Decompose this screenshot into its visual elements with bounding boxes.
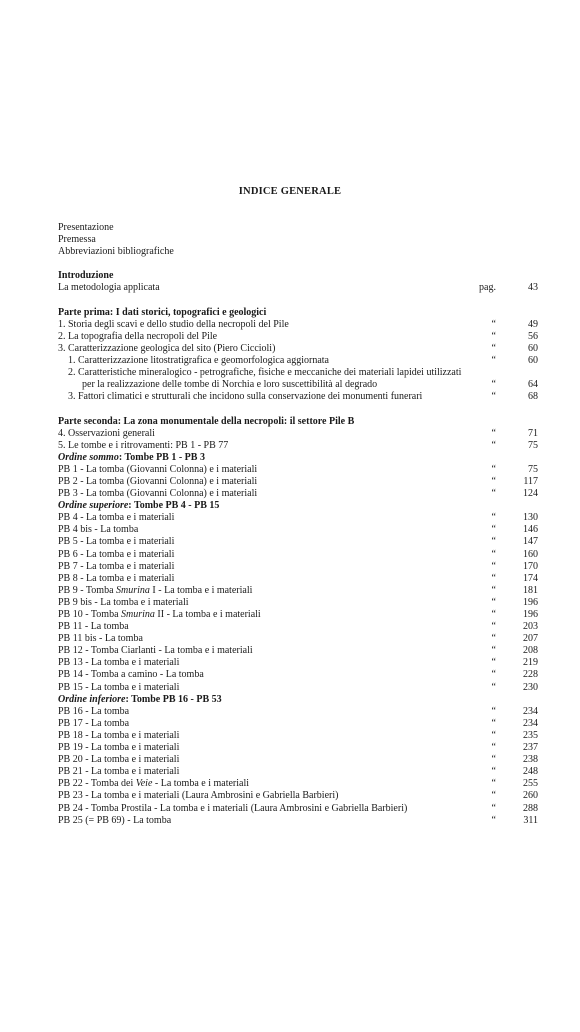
page-number: 207: [523, 633, 538, 645]
page-number: 235: [523, 729, 538, 741]
toc-entry: [58, 319, 540, 331]
entry-label-pre: PB 22 - Tomba dei: [58, 778, 136, 790]
ditto-mark: “: [491, 705, 496, 717]
toc-entry: [58, 645, 540, 657]
ordine-heading: [58, 500, 540, 512]
ditto-mark: “: [491, 778, 496, 790]
toc-entry: [58, 633, 540, 645]
ditto-mark: “: [491, 548, 496, 560]
page-number: 75: [528, 439, 538, 451]
page-number: 255: [523, 778, 538, 790]
entry-label: PB 12 - Tomba Ciarlanti - La tomba e i materiali: [58, 645, 253, 657]
toc-entry: [58, 682, 540, 694]
entry-label: PB 16 - La tomba: [58, 705, 130, 717]
page-number: 174: [523, 572, 538, 584]
entry-label: PB 6 - La tomba e i materiali: [58, 548, 175, 560]
entry-label: PB 11 - La tomba: [58, 621, 129, 633]
entry-label-italic: Smurina: [121, 609, 155, 620]
entry-label: PB 17 - La tomba: [58, 717, 130, 729]
entry-label: 5. Le tombe e i ritrovamenti: PB 1 - PB 77: [58, 439, 229, 451]
ditto-mark: “: [491, 596, 496, 608]
ditto-mark: “: [491, 439, 496, 451]
toc-entry: [58, 621, 540, 633]
page-number: 64: [528, 379, 538, 391]
page-number: 130: [523, 512, 538, 524]
toc-entry: [58, 730, 540, 742]
section-heading: Introduzione: [58, 270, 114, 282]
entry-label: PB 9 bis - La tomba e i materiali: [58, 596, 189, 608]
ditto-mark: “: [491, 766, 496, 778]
entry-label: Presentazione: [58, 222, 114, 233]
page-number: 170: [523, 560, 538, 572]
page-number: 117: [523, 475, 538, 487]
page-number: 181: [523, 584, 538, 596]
ditto-mark: “: [491, 584, 496, 596]
entry-label: PB 3 - La tomba (Giovanni Colonna) e i materiali: [58, 488, 258, 500]
toc-entry: [58, 222, 540, 234]
section-gap: [58, 258, 540, 270]
page-number: 219: [523, 657, 538, 669]
toc-entry: [58, 597, 540, 609]
entry-label: 4. Osservazioni generali: [58, 427, 155, 439]
entry-label: 3. Caratterizzazione geologica del sito (Piero Ciccioli): [58, 342, 276, 354]
ditto-mark: “: [491, 572, 496, 584]
entry-label: PB 15 - La tomba e i materiali: [58, 681, 180, 693]
entry-label-pre: PB 10 - Tomba: [58, 609, 122, 620]
ordine-heading-italic: Ordine superiore: [58, 500, 129, 512]
ditto-mark: “: [491, 560, 496, 572]
ditto-mark: “: [491, 379, 496, 391]
entry-label: PB 1 - La tomba (Giovanni Colonna) e i materiali: [58, 463, 258, 475]
page-number: 234: [523, 717, 538, 729]
table-of-contents: [58, 222, 540, 827]
ditto-mark: “: [491, 790, 496, 802]
ditto-mark: “: [491, 802, 496, 814]
toc-entry: [58, 766, 540, 778]
toc-entry: [58, 331, 540, 343]
page-number: 60: [528, 355, 538, 367]
page-number: 68: [528, 391, 538, 403]
entry-label: PB 24 - Tomba Prostila - La tomba e i materiali (Laura Ambrosini e Gabriella Barbieri): [58, 802, 408, 814]
page-number: 71: [528, 427, 538, 439]
toc-entry: [58, 464, 540, 476]
page-number: 311: [523, 814, 538, 826]
page-number: 43: [528, 282, 538, 294]
toc-entry: [58, 561, 540, 573]
toc-entry: [58, 488, 540, 500]
toc-entry: [58, 669, 540, 681]
page-title: INDICE GENERALE: [238, 186, 342, 197]
toc-entry: [58, 391, 540, 403]
toc-entry: [58, 549, 540, 561]
ditto-mark: “: [491, 814, 496, 826]
entry-label: PB 25 (= PB 69) - La tomba: [58, 814, 172, 826]
toc-entry: [58, 742, 540, 754]
ditto-mark: “: [491, 621, 496, 633]
entry-label: PB 21 - La tomba e i materiali: [58, 766, 180, 778]
ditto-mark: “: [491, 633, 496, 645]
ordine-heading-rest: : Tombe PB 1 - PB 3: [118, 451, 205, 463]
page-number: 147: [523, 536, 538, 548]
ditto-mark: “: [491, 669, 496, 681]
toc-entry: [58, 379, 540, 391]
section-heading: Parte seconda: La zona monumentale della necropoli: il settore Pile B: [58, 415, 355, 427]
page-number: 124: [523, 488, 538, 500]
ordine-heading-italic: Ordine sommo: [58, 451, 119, 463]
toc-entry: [58, 512, 540, 524]
toc-entry: [58, 609, 540, 621]
ditto-mark: “: [491, 512, 496, 524]
entry-label: PB 19 - La tomba e i materiali: [58, 742, 180, 754]
ditto-mark: “: [491, 717, 496, 729]
ditto-mark: “: [491, 609, 496, 620]
entry-label: PB 23 - La tomba e i materiali (Laura Ambrosini e Gabriella Barbieri): [58, 790, 339, 802]
page-number: 228: [523, 669, 538, 681]
ditto-mark: “: [491, 524, 496, 536]
page-number: 196: [523, 609, 538, 620]
entry-label: Abbreviazioni bibliografiche: [58, 246, 174, 258]
toc-entry: [58, 282, 540, 294]
entry-label: PB 2 - La tomba (Giovanni Colonna) e i materiali: [58, 475, 258, 487]
ditto-mark: “: [491, 330, 496, 342]
entry-label-post: II - La tomba e i materiali: [154, 609, 261, 620]
page-number: 208: [523, 645, 538, 657]
entry-label: PB 8 - La tomba e i materiali: [58, 572, 175, 584]
ditto-mark: “: [491, 645, 496, 657]
entry-label: PB 4 - La tomba e i materiali: [58, 512, 175, 524]
ordine-heading: [58, 452, 540, 464]
ditto-mark: “: [491, 463, 496, 475]
ditto-mark: “: [491, 729, 496, 741]
ditto-mark: “: [491, 657, 496, 669]
section-gap: [58, 295, 540, 307]
entry-label: 1. Caratterizzazione litostratigrafica e geomorfologica aggiornata: [68, 355, 329, 367]
page-number: 230: [523, 681, 538, 693]
ditto-mark: “: [491, 475, 496, 487]
ditto-mark: “: [491, 355, 496, 367]
page-number: 288: [523, 802, 538, 814]
section-gap: [58, 403, 540, 415]
page-number: 160: [523, 548, 538, 560]
toc-entry: [58, 536, 540, 548]
ditto-mark: “: [491, 342, 496, 354]
entry-label: PB 20 - La tomba e i materiali: [58, 754, 180, 766]
entry-label: 3. Fattori climatici e strutturali che incidono sulla conservazione dei monumenti funerari: [68, 391, 423, 403]
entry-label: PB 7 - La tomba e i materiali: [58, 560, 175, 572]
toc-entry: [58, 355, 540, 367]
entry-label: [58, 778, 249, 789]
page-number: 49: [528, 318, 538, 330]
toc-entry: [58, 657, 540, 669]
ditto-mark: “: [491, 742, 496, 754]
toc-entry: [58, 440, 540, 452]
toc-entry: [58, 573, 540, 585]
page-number: 248: [523, 766, 538, 778]
page-number: 203: [523, 621, 538, 633]
entry-label-post: - La tomba e i materiali: [152, 778, 250, 790]
entry-label: PB 4 bis - La tomba: [58, 524, 139, 536]
entry-label-italic: Veie: [135, 778, 153, 790]
entry-label: 2. Caratteristiche mineralogico - petrografiche, fisiche e meccaniche dei materiali lapidei utilizzati: [68, 367, 462, 379]
page-number: 56: [528, 330, 538, 342]
ditto-mark: “: [491, 427, 496, 439]
entry-label: [58, 585, 252, 596]
entry-label-italic: Smurina: [116, 584, 150, 596]
entry-label-pre: PB 9 - Tomba: [58, 584, 117, 596]
page-number: 237: [523, 742, 538, 754]
toc-entry: [58, 476, 540, 488]
ordine-heading: [58, 694, 540, 706]
ordine-heading-rest: : Tombe PB 16 - PB 53: [125, 693, 222, 705]
toc-entry: [58, 754, 540, 766]
page-number: 234: [523, 705, 538, 717]
toc-entry: [58, 234, 540, 246]
toc-entry: [58, 790, 540, 802]
page-number: 75: [528, 463, 538, 475]
page-number: 60: [528, 342, 538, 354]
page-number: 260: [523, 790, 538, 802]
ditto-mark: “: [491, 488, 496, 500]
entry-label: PB 13 - La tomba e i materiali: [58, 657, 180, 669]
section-heading: Parte prima: I dati storici, topografici e geologici: [58, 306, 267, 318]
toc-entry: [58, 343, 540, 355]
toc-entry: [58, 585, 540, 597]
entry-label: PB 18 - La tomba e i materiali: [58, 729, 180, 741]
toc-entry: [58, 367, 540, 379]
ditto-mark: “: [491, 681, 496, 693]
entry-label: Premessa: [58, 234, 96, 246]
ordine-heading-rest: : Tombe PB 4 - PB 15: [128, 500, 220, 512]
entry-label-post: I - La tomba e i materiali: [149, 584, 253, 596]
toc-entry: [58, 246, 540, 258]
entry-label: PB 11 bis - La tomba: [58, 633, 143, 645]
toc-entry: [58, 815, 540, 827]
ditto-mark: “: [491, 318, 496, 330]
entry-label: [58, 609, 261, 620]
ditto-mark: pag.: [479, 282, 496, 294]
toc-entry: [58, 524, 540, 536]
toc-entry: [58, 706, 540, 718]
entry-label: La metodologia applicata: [58, 282, 160, 294]
ordine-heading-italic: Ordine inferiore: [58, 693, 126, 705]
entry-label: PB 14 - Tomba a camino - La tomba: [58, 669, 204, 681]
toc-entry: [58, 718, 540, 730]
entry-label: 2. La topografia della necropoli del Pile: [58, 330, 218, 342]
page-number: 238: [523, 754, 538, 766]
toc-entry: [58, 778, 540, 790]
ditto-mark: “: [491, 391, 496, 403]
page-number: 196: [523, 596, 538, 608]
entry-label: per la realizzazione delle tombe di Norchia e loro suscettibilità al degrado: [82, 379, 378, 391]
entry-label: PB 5 - La tomba e i materiali: [58, 536, 175, 548]
toc-entry: [58, 428, 540, 440]
toc-entry: [58, 803, 540, 815]
ditto-mark: “: [491, 754, 496, 766]
page-number: 146: [523, 524, 538, 536]
entry-label: 1. Storia degli scavi e dello studio della necropoli del Pile: [58, 318, 289, 330]
ditto-mark: “: [491, 536, 496, 548]
